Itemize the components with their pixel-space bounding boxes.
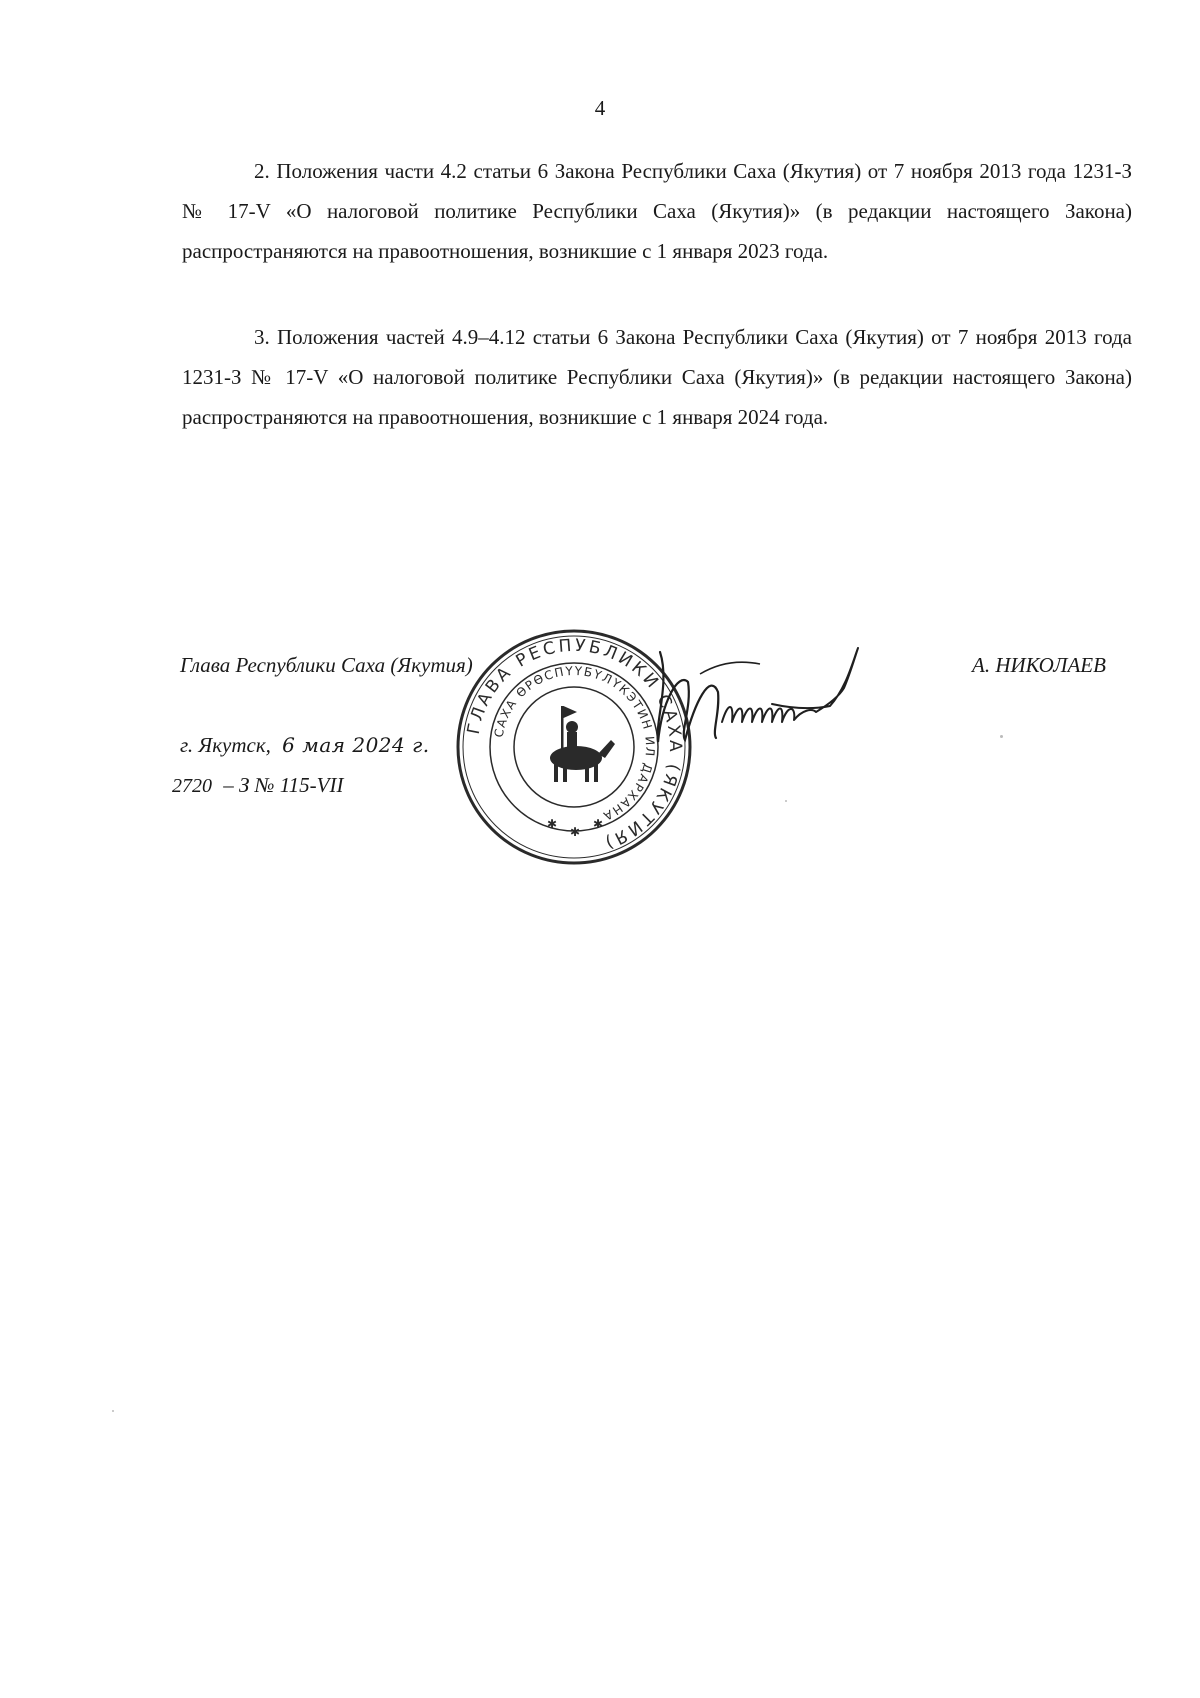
svg-text:САХА ӨРӨСПҮҮБҮЛҮКЭТИН ИЛ ДАРХА: САХА ӨРӨСПҮҮБҮЛҮКЭТИН ИЛ ДАРХАНА [491, 663, 658, 824]
place-date-line [180, 733, 430, 758]
svg-text:✱: ✱ [547, 817, 558, 831]
page-number: 4 [594, 96, 606, 120]
law-number-suffix: – З № 115-VII [223, 773, 344, 797]
svg-text:✱: ✱ [570, 825, 581, 839]
signer-title: Глава Республики Саха (Якутия) [180, 653, 473, 677]
handwritten-date: 6 мая 2024 г. [282, 733, 430, 757]
signer-name: А. НИКОЛАЕВ [972, 653, 1106, 677]
place-prefix: г. Якутск, [180, 733, 271, 757]
signature-icon [640, 612, 920, 762]
svg-text:ГЛАВА РЕСПУБЛИКИ САХА (ЯКУТИЯ): ГЛАВА РЕСПУБЛИКИ САХА (ЯКУТИЯ) [463, 635, 686, 854]
svg-text:✱: ✱ [593, 817, 604, 831]
scan-speck [785, 800, 787, 802]
law-number-line [172, 773, 343, 798]
paragraph-2: 2. Положения части 4.2 статьи 6 Закона Республики Саха (Якутия) от 7 ноября 2013 года 1231-З № 17-V «О налоговой политике Республики Саха (Якутия)» (в редакции настоящего Закона) распространяются на правоотношения, возникшие с 1 января 2023 года. [182, 159, 1132, 263]
handwritten-number: 2720 [172, 775, 212, 797]
scan-speck [1000, 735, 1003, 738]
paragraph-3: 3. Положения частей 4.9–4.12 статьи 6 Закона Республики Саха (Якутия) от 7 ноября 2013 года 1231-З № 17-V «О налоговой политике Республики Саха (Якутия)» (в редакции настоящего Закона) распространяются на правоотношения, возникшие с 1 января 2024 года. [182, 325, 1132, 429]
scan-speck [112, 1410, 114, 1412]
